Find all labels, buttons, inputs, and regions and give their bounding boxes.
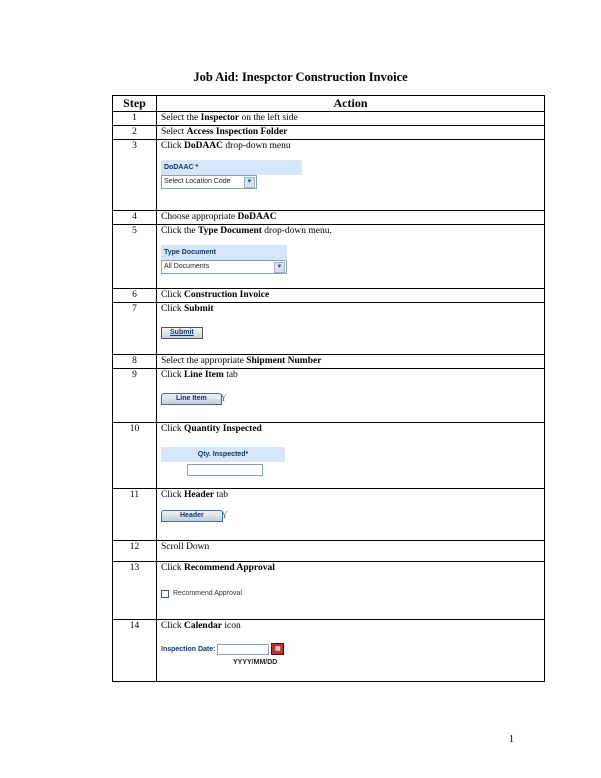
step-number: 7 xyxy=(113,303,157,355)
table-row xyxy=(113,423,545,489)
date-format-hint: YYYY/MM/DD xyxy=(233,659,278,666)
header-tab[interactable]: Header xyxy=(161,510,223,522)
step-action: Click Calendar icon Inspection Date: ▦ YYYY/MM/DD xyxy=(157,620,545,682)
step-action: Click DoDAAC drop-down menu DoDAAC * Select Location Code ▼ xyxy=(157,140,545,211)
step-number: 6 xyxy=(113,289,157,303)
page-number: 1 xyxy=(509,734,514,745)
page-title: Job Aid: Inespctor Construction Invoice xyxy=(193,70,408,84)
step-action: Select Access Inspection Folder xyxy=(157,126,545,140)
step-action: Click the Type Document drop-down menu. Type Document All Documents ▼ xyxy=(157,225,545,289)
step-number: 11 xyxy=(113,489,157,541)
step-action: Click Construction Invoice xyxy=(157,289,545,303)
table-row xyxy=(113,489,545,541)
inspection-date-label: Inspection Date: xyxy=(161,646,216,653)
step-action: Select the Inspector on the left side xyxy=(157,112,545,126)
step-action: Click Recommend Approval Recommend Approval xyxy=(157,562,545,620)
table-row xyxy=(113,211,545,225)
recommend-approval-label: Recommend Approval xyxy=(173,590,242,597)
header-step: Step xyxy=(113,96,157,112)
step-action: Click Line Item tab Line Item Y xyxy=(157,369,545,423)
dodaac-widget xyxy=(161,160,544,189)
dodaac-label: DoDAAC * xyxy=(161,160,302,175)
step-action: Scroll Down xyxy=(157,541,545,562)
step-action: Choose appropriate DoDAAC xyxy=(157,211,545,225)
step-number: 1 xyxy=(113,112,157,126)
chevron-down-icon: ▼ xyxy=(244,177,255,188)
submit-button[interactable]: Submit xyxy=(161,327,203,339)
table-row xyxy=(113,562,545,620)
typedoc-label: Type Document xyxy=(161,245,287,260)
table-row xyxy=(113,369,545,423)
table-row xyxy=(113,355,545,369)
table-row xyxy=(113,112,545,126)
step-action: Click Submit Submit xyxy=(157,303,545,355)
step-number: 12 xyxy=(113,541,157,562)
step-number: 10 xyxy=(113,423,157,489)
line-item-tab[interactable]: Line Item xyxy=(161,393,222,405)
inspection-date-input[interactable] xyxy=(217,644,269,655)
step-number: 14 xyxy=(113,620,157,682)
step-action: Select the appropriate Shipment Number xyxy=(157,355,545,369)
recommend-approval-checkbox[interactable] xyxy=(161,590,169,598)
qty-inspected-input[interactable] xyxy=(187,464,263,476)
step-action: Click Quantity Inspected Qty. Inspected* xyxy=(157,423,545,489)
table-row xyxy=(113,140,545,211)
step-number: 2 xyxy=(113,126,157,140)
step-number: 8 xyxy=(113,355,157,369)
dodaac-select[interactable]: Select Location Code ▼ xyxy=(161,175,257,189)
table-row xyxy=(113,289,545,303)
table-row xyxy=(113,541,545,562)
step-number: 13 xyxy=(113,562,157,620)
typedoc-widget xyxy=(161,245,544,274)
table-row xyxy=(113,620,545,682)
step-number: 3 xyxy=(113,140,157,211)
step-number: 5 xyxy=(113,225,157,289)
calendar-icon[interactable]: ▦ xyxy=(271,643,284,655)
step-number: 9 xyxy=(113,369,157,423)
steps-table xyxy=(112,95,545,682)
chevron-down-icon: ▼ xyxy=(274,262,285,273)
qty-label: Qty. Inspected* xyxy=(161,447,285,462)
step-number: 4 xyxy=(113,211,157,225)
table-row xyxy=(113,126,545,140)
table-row xyxy=(113,225,545,289)
inspection-date-widget xyxy=(161,643,544,669)
header-action: Action xyxy=(157,96,545,112)
step-action: Click Header tab Header Y xyxy=(157,489,545,541)
table-row xyxy=(113,303,545,355)
qty-widget xyxy=(161,447,544,476)
typedoc-select[interactable]: All Documents ▼ xyxy=(161,260,287,274)
